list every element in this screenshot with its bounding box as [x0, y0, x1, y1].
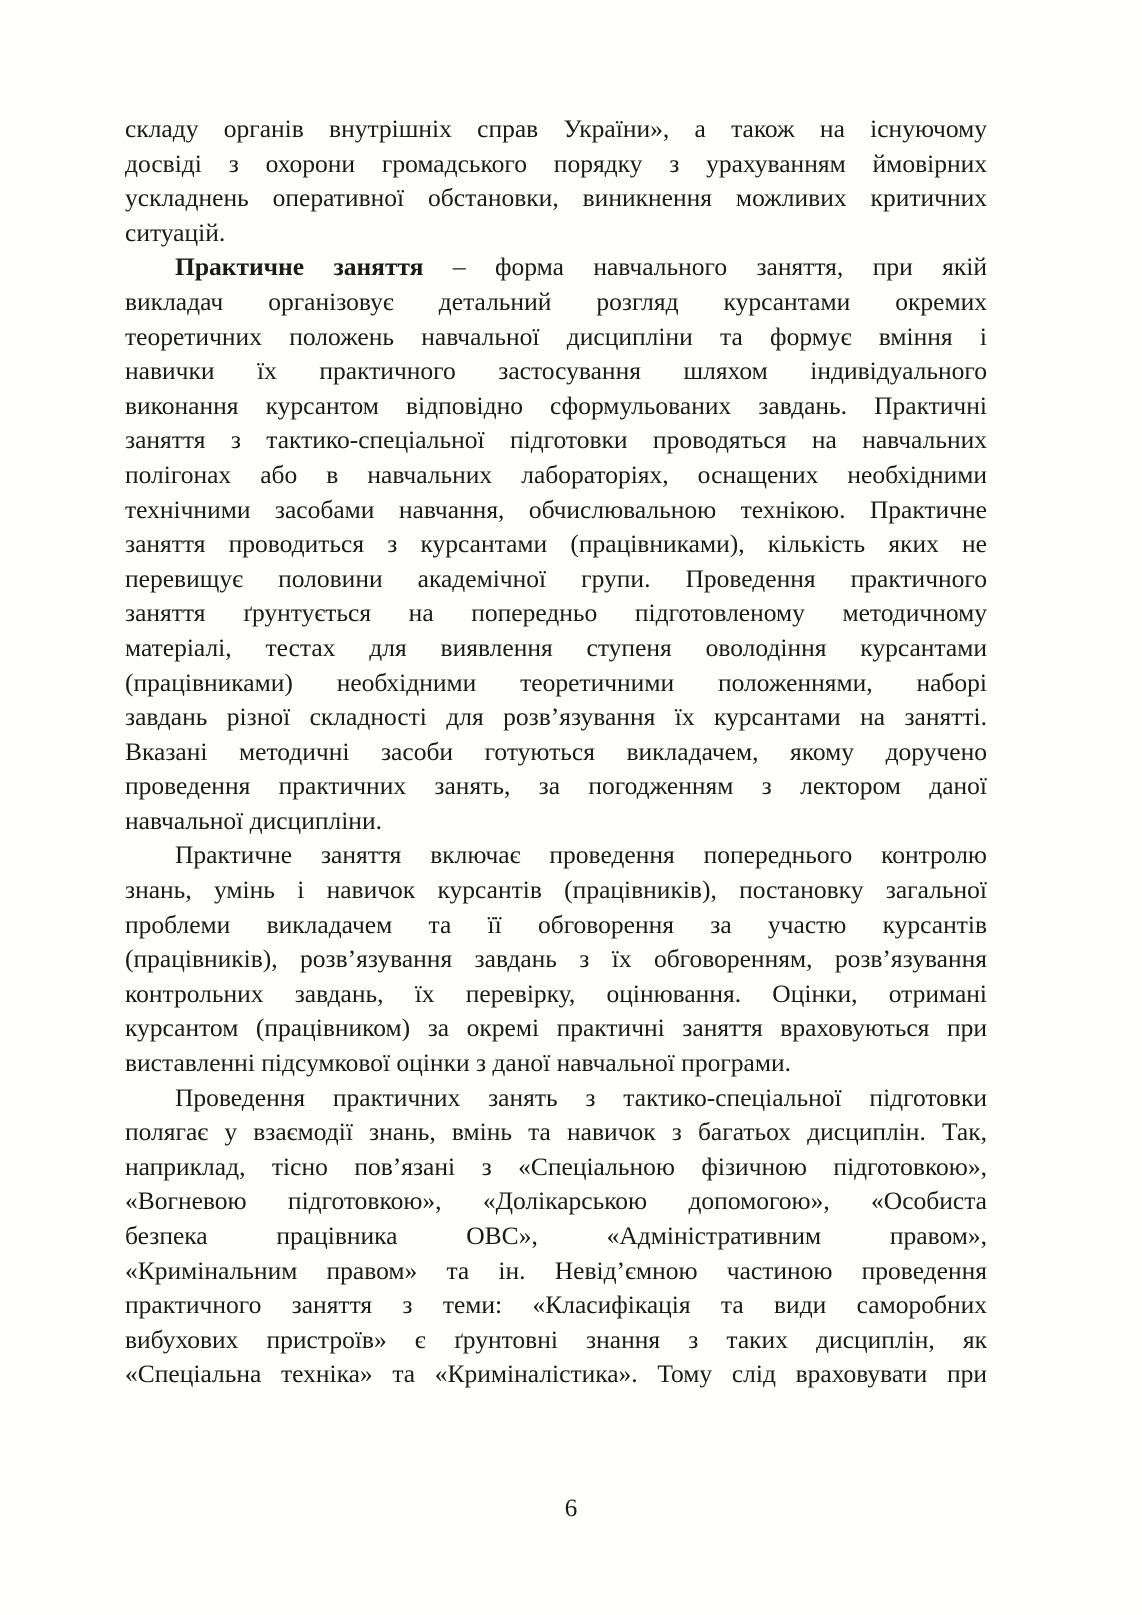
text-line: заняття проводиться з курсантами (працівниками), кількість яких не: [125, 529, 987, 559]
text-line: навчальної дисципліни.: [125, 805, 382, 835]
text-line: складу органів внутрішніх справ України», а також на існуючому: [125, 114, 987, 143]
text-line-first: Проведення практичних занять з тактико-спеціальної підготовки: [175, 1082, 987, 1112]
defined-term: Практичне заняття: [175, 252, 424, 282]
text-line: перевищує половини академічної групи. Проведення практичного: [125, 563, 987, 593]
text-line: «Кримінальним правом» та ін. Невід’ємною частиною проведення: [125, 1255, 987, 1285]
text-line: заняття з тактико-спеціальної підготовки проводяться на навчальних: [125, 425, 987, 455]
text-line: виставленні підсумкової оцінки з даної навчальної програми.: [125, 1048, 792, 1078]
text-line: практичного заняття з теми: «Класифікація та види саморобних: [125, 1290, 987, 1320]
text-line: знань, умінь і навичок курсантів (працівників), постановку загальної: [125, 875, 987, 905]
definition-text: – форма навчального заняття, при якій: [423, 252, 987, 282]
text-line: ситуацій.: [125, 217, 226, 247]
text-line: матеріалі, тестах для виявлення ступеня оволодіння курсантами: [125, 632, 987, 662]
text-line: полягає у взаємодії знань, вмінь та навичок з багатьох дисциплін. Так,: [125, 1117, 987, 1147]
text-line: викладач організовує детальний розгляд курсантами окремих: [125, 286, 987, 316]
text-line: (працівників), розв’язування завдань з їх обговоренням, розв’язування: [125, 944, 987, 974]
paragraph-definition: [125, 250, 987, 838]
text-line: виконання курсантом відповідно сформульованих завдань. Практичні: [125, 390, 987, 420]
text-line: контрольних завдань, їх перевірку, оцінювання. Оцінки, отримані: [125, 978, 987, 1008]
text-line-first: [125, 250, 987, 285]
page-number: 6: [564, 1495, 578, 1522]
text-line: (працівниками) необхідними теоретичними положеннями, наборі: [125, 667, 987, 697]
text-line: «Вогневою підготовкою», «Долікарською допомогою», «Особиста: [125, 1186, 987, 1216]
text-line: курсантом (працівником) за окремі практичні заняття враховуються при: [125, 1013, 987, 1043]
page-body: [125, 112, 987, 1392]
text-line: проведення практичних занять, за погодженням з лектором даної: [125, 771, 987, 801]
text-line: завдань різної складності для розв’язування їх курсантами на занятті.: [125, 702, 987, 732]
text-line: проблеми викладачем та її обговорення за участю курсантів: [125, 909, 987, 939]
text-line: заняття ґрунтується на попередньо підготовленому методичному: [125, 598, 987, 628]
text-line: досвіді з охорони громадського порядку з урахуванням ймовірних: [125, 148, 987, 178]
text-line: технічними засобами навчання, обчислювальною технікою. Практичне: [125, 494, 987, 524]
text-line: безпека працівника ОВС», «Адміністративним правом»,: [125, 1221, 987, 1250]
text-line: полігонах або в навчальних лабораторіях, оснащених необхідними: [125, 459, 987, 489]
text-line: теоретичних положень навчальної дисципліни та формує вміння і: [125, 321, 987, 351]
text-line: вибухових пристроїв» є ґрунтовні знання з таких дисциплін, як: [125, 1324, 987, 1354]
text-line: «Спеціальна техніка» та «Криміналістика». Тому слід враховувати при: [125, 1359, 987, 1389]
paragraph-practical-structure: [125, 838, 987, 1080]
text-line: Вказані методичні засоби готуються викладачем, якому доручено: [125, 736, 987, 766]
text-line: ускладнень оперативної обстановки, виникнення можливих критичних: [125, 183, 987, 213]
paragraph-interdisciplinary: [125, 1081, 987, 1392]
text-line-first: Практичне заняття включає проведення попереднього контролю: [175, 840, 987, 870]
text-line: наприклад, тісно пов’язані з «Спеціальною фізичною підготовкою»,: [125, 1151, 987, 1181]
text-line: навички їх практичного застосування шляхом індивідуального: [125, 356, 987, 386]
paragraph-continuation: [125, 112, 987, 250]
